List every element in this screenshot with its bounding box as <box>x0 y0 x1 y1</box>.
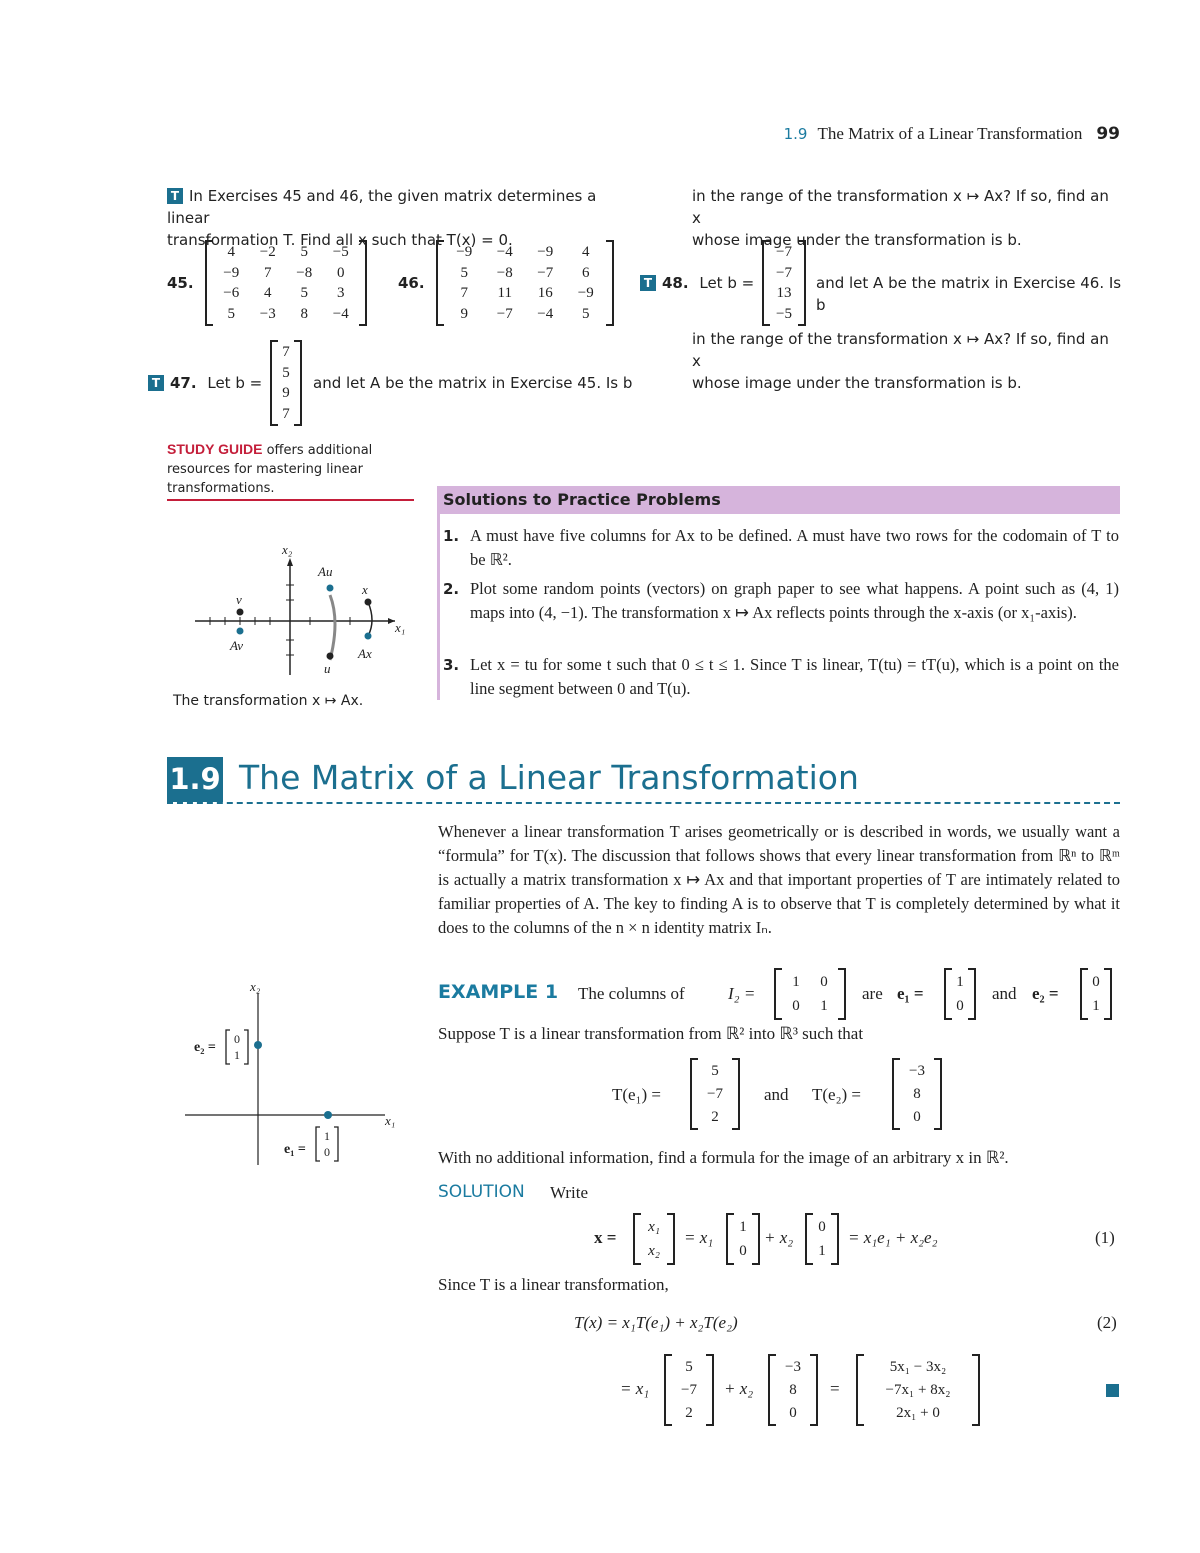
left-bracket <box>205 240 213 326</box>
matrix-cell: 7 <box>460 285 468 302</box>
solution-number: 1. <box>443 527 460 545</box>
matrix-cell: 11 <box>497 285 512 302</box>
matrix-cell: 5 <box>582 305 590 322</box>
matrix-cell: 8 <box>789 1382 797 1398</box>
e2-component: 1 <box>234 1048 240 1062</box>
right-bracket <box>294 340 302 426</box>
exercise-47-vector <box>270 340 302 426</box>
eq3-result-vector <box>856 1354 980 1426</box>
header-title: The Matrix of a Linear Transformation <box>817 124 1083 143</box>
x1-arrowhead <box>388 618 395 624</box>
matrix-cell: −8 <box>496 264 513 281</box>
matrix-cell: 5 <box>460 264 468 281</box>
exercise-45-matrix <box>205 240 367 326</box>
x1-label: x₁ <box>385 1113 396 1128</box>
matrix-cell: −5 <box>332 244 349 261</box>
matrix-cell: 1 <box>739 1219 747 1235</box>
matrix-cell: 1 <box>820 998 828 1014</box>
solutions-heading: Solutions to Practice Problems <box>437 486 1120 514</box>
e2-component: 0 <box>234 1032 240 1046</box>
x2-label: x₂ <box>282 542 293 557</box>
x-vector <box>633 1213 675 1265</box>
e1-component: 0 <box>324 1145 330 1159</box>
e1-eq-label: e₁ = <box>897 984 924 1003</box>
left-bracket <box>270 340 278 426</box>
exercise-48-continued <box>692 328 1122 394</box>
exercise-47-pre: Let b = <box>207 374 263 392</box>
x1-label: x₁ <box>395 620 406 635</box>
range2-line-1: in the range of the transformation x ↦ Ax? If so, find an x <box>692 330 1109 370</box>
matrix-cell: −2 <box>259 244 276 261</box>
matrix-cell: −8 <box>296 264 313 281</box>
matrix-cell: −7 <box>681 1382 697 1398</box>
left-bracket <box>664 1354 672 1426</box>
left-bracket <box>436 240 444 326</box>
eq1-equals-x1: = x₁ <box>684 1228 714 1247</box>
eq1-number: (1) <box>1095 1228 1115 1247</box>
solutions-sidebar <box>437 514 440 700</box>
exercise-45-number: 45. <box>167 274 194 292</box>
left-bracket <box>762 240 770 326</box>
left-bracket <box>633 1213 641 1265</box>
matrix-cell: 9 <box>282 385 290 402</box>
technology-icon: T <box>640 275 656 291</box>
matrix-cell: 7 <box>282 405 290 422</box>
right-bracket <box>606 240 614 326</box>
left-bracket <box>726 1213 734 1265</box>
eq1-vector-2 <box>805 1213 839 1265</box>
matrix-cell: −4 <box>332 305 349 322</box>
eq1-lhs: x = <box>594 1228 617 1247</box>
matrix-cell: 5 <box>685 1359 693 1376</box>
matrix-cell: −4 <box>496 244 513 261</box>
right-bracket <box>968 968 976 1020</box>
point-e1 <box>324 1111 332 1119</box>
matrix-cell: −3 <box>785 1359 801 1376</box>
matrix-cell: 4 <box>227 244 235 261</box>
example-1-label: EXAMPLE 1 <box>438 981 559 1003</box>
matrix-cell: 5 <box>227 305 235 322</box>
point-v <box>237 609 244 616</box>
Au-label: Au <box>318 564 333 579</box>
eq3-equals-x1: = x₁ <box>620 1379 650 1398</box>
eq3-vector-1 <box>664 1354 714 1426</box>
e1-component: 1 <box>324 1129 330 1143</box>
Ax-label: Ax <box>358 646 372 661</box>
solution-item <box>443 577 1119 625</box>
matrix-cell: −9 <box>223 264 240 281</box>
matrix-cell: −7 <box>707 1086 723 1102</box>
right-bracket <box>752 1213 760 1265</box>
and-word-2: and <box>764 1085 789 1104</box>
Av-label: Av <box>230 638 243 653</box>
right-bracket <box>1104 968 1112 1020</box>
solution-text: Plot some random points (vectors) on graph paper to see what happens. A point such as (4, 1) maps into (4, −1). The transformation x ↦ Ax reflects points through the x-axis (or x₁-axis). <box>470 579 1119 622</box>
right-bracket <box>798 240 806 326</box>
matrix-cell: 13 <box>776 285 792 302</box>
write-word: Write <box>550 1183 589 1202</box>
identity-matrix <box>774 968 846 1020</box>
matrix-cell: −7 <box>537 264 554 281</box>
reflection-arc <box>368 602 372 636</box>
exercise-48-number: 48. <box>662 274 689 292</box>
matrix-cell: 2x₁ + 0 <box>896 1404 940 1421</box>
matrix-cell: 3 <box>337 285 345 302</box>
solution-number: 3. <box>443 656 460 674</box>
section-number-badge: 1.9 <box>167 757 223 802</box>
matrix-cell: 1 <box>956 974 964 990</box>
section-intro-paragraph: Whenever a linear transformation T arises geometrically or is described in words, we usually want a “formula” for T(x). The discussion that follows shows that every linear transformation from ℝⁿ to ℝᵐ is actually a matrix transformation x ↦ Ax and that important properties of T are intimately related to familiar properties of A. The key to finding A is to observe that T is completely determined by what it does to the columns of the n × n identity matrix Iₙ. <box>438 822 1120 937</box>
and-word: and <box>992 984 1017 1003</box>
left-bracket <box>856 1354 864 1426</box>
left-bracket <box>1080 968 1088 1020</box>
point-e2 <box>254 1041 262 1049</box>
e2-label: e₂ = <box>194 1040 216 1055</box>
header-section-number: 1.9 <box>783 125 808 143</box>
right-bracket <box>359 240 367 326</box>
matrix-cell: 1 <box>1092 998 1100 1014</box>
x2-arrowhead <box>287 558 293 566</box>
right-bracket <box>972 1354 980 1426</box>
eq1-vector-1 <box>726 1213 760 1265</box>
matrix-cell: 0 <box>789 1404 797 1421</box>
point-Ax <box>365 633 372 640</box>
e1-vector <box>944 968 976 1020</box>
eq3-plus-x2: + x₂ <box>724 1379 754 1398</box>
solution-item <box>443 524 1119 572</box>
left-bracket <box>805 1213 813 1265</box>
matrix-cell: 2 <box>711 1108 719 1125</box>
technology-icon: T <box>148 375 164 391</box>
right-bracket <box>667 1213 675 1265</box>
exercise-47-post: and let A be the matrix in Exercise 45. Is b <box>313 374 633 392</box>
exercise-48-vector <box>762 240 806 326</box>
exercise-48-post: and let A be the matrix in Exercise 46. Is b <box>816 274 1122 314</box>
matrix-cell: 5x₁ − 3x₂ <box>889 1359 947 1376</box>
point-u <box>327 653 334 660</box>
matrix-cell: 0 <box>820 974 828 990</box>
matrix-cell: 7 <box>264 264 272 281</box>
intro-line-2: transformation T. Find all x such that T(x) = 0. <box>167 231 513 249</box>
range-line-2: whose image under the transformation is b. <box>692 231 1022 249</box>
matrix-cell: −4 <box>537 305 554 322</box>
exercise-48 <box>640 272 754 294</box>
matrix-cell: 4 <box>264 285 272 302</box>
e2-eq-label: e₂ = <box>1032 984 1059 1003</box>
v-label: v <box>236 592 242 607</box>
Te2-label: T(e₂) = <box>812 1085 862 1104</box>
solution-text: Let x = tu for some t such that 0 ≤ t ≤ 1. Since T is linear, T(tu) = tT(u), which is a point on the line segment between 0 and T(u). <box>470 655 1119 698</box>
matrix-cell: 1 <box>792 974 800 990</box>
e2-vector <box>1080 968 1112 1020</box>
suppose-line: Suppose T is a linear transformation from ℝ² into ℝ³ such that <box>438 1024 864 1043</box>
page-number: 99 <box>1096 124 1120 144</box>
matrix-cell: 4 <box>582 244 590 261</box>
right-bracket <box>934 1058 942 1130</box>
matrix-cell: −7 <box>776 244 792 261</box>
matrix-cell: −3 <box>909 1063 925 1080</box>
matrix-cell: −7 <box>776 264 792 281</box>
matrix-cell: 0 <box>337 264 345 281</box>
right-bracket <box>706 1354 714 1426</box>
matrix-cell: 16 <box>537 285 553 302</box>
study-guide-label: STUDY GUIDE <box>167 441 263 457</box>
matrix-cell: −5 <box>776 305 792 322</box>
matrix-cell: −6 <box>223 285 240 302</box>
matrix-cell: 5 <box>300 244 308 261</box>
eq2-line: T(x) = x₁T(e₁) + x₂T(e₂) <box>574 1313 738 1332</box>
matrix-cell: −3 <box>259 305 276 322</box>
right-bracket <box>838 968 846 1020</box>
right-bracket <box>810 1354 818 1426</box>
matrix-cell: 2 <box>685 1404 693 1421</box>
matrix-cell: 7 <box>282 344 290 361</box>
Te1-vector <box>690 1058 740 1130</box>
exercise-47-continued <box>692 185 1122 251</box>
range2-line-2: whose image under the transformation is b. <box>692 374 1022 392</box>
matrix-cell: 0 <box>739 1243 747 1259</box>
matrix-cell: x₁ <box>648 1219 660 1235</box>
exercise-47 <box>148 372 262 394</box>
right-bracket <box>831 1213 839 1265</box>
eq1-plus-x2: + x₂ <box>764 1228 794 1247</box>
point-Au <box>327 585 334 592</box>
solution-item <box>443 653 1119 701</box>
left-bracket <box>690 1058 698 1130</box>
x2-label: x₂ <box>250 979 261 994</box>
figure-1-caption: The transformation x ↦ Ax. <box>173 693 364 709</box>
matrix-cell: 0 <box>792 998 800 1014</box>
segment-u-to-Au <box>330 595 335 660</box>
intro-line-1: In Exercises 45 and 46, the given matrix determines a linear <box>167 187 597 227</box>
matrix-cell: −9 <box>577 285 594 302</box>
eq2-number: (2) <box>1097 1313 1117 1332</box>
matrix-cell: 9 <box>460 305 468 322</box>
transformation-figure <box>190 540 410 680</box>
left-bracket <box>774 968 782 1020</box>
left-bracket <box>944 968 952 1020</box>
matrix-cell: 5 <box>300 285 308 302</box>
since-line: Since T is a linear transformation, <box>438 1275 669 1294</box>
exercise-46-matrix <box>436 240 614 326</box>
x-label: x <box>362 582 368 597</box>
matrix-cell: 5 <box>711 1063 719 1080</box>
technology-icon: T <box>167 188 183 204</box>
solution-number: 2. <box>443 580 460 598</box>
point-Av <box>237 628 244 635</box>
eq1-rhs: = x₁e₁ + x₂e₂ <box>848 1228 938 1247</box>
task-line: With no additional information, find a formula for the image of an arbitrary x in ℝ². <box>438 1148 1009 1167</box>
matrix-cell: 6 <box>582 264 590 281</box>
example-1-lead: The columns of <box>578 984 685 1003</box>
basis-vectors-figure <box>180 975 400 1170</box>
section-title: The Matrix of a Linear Transformation <box>239 758 859 797</box>
matrix-cell: −7x₁ + 8x₂ <box>885 1382 951 1398</box>
Te1-label: T(e₁) = <box>612 1085 662 1104</box>
end-of-example-mark <box>1106 1384 1119 1397</box>
right-bracket <box>732 1058 740 1130</box>
I2-label: I₂ = <box>728 984 756 1003</box>
margin-divider <box>167 499 414 501</box>
matrix-cell: 5 <box>282 364 290 381</box>
u-label: u <box>324 661 331 676</box>
left-bracket <box>768 1354 776 1426</box>
matrix-cell: 0 <box>818 1219 826 1235</box>
study-guide-text: offers additional resources for mastering linear transformations. <box>167 443 373 496</box>
left-bracket <box>892 1058 900 1130</box>
study-guide-note <box>167 440 407 498</box>
exercise-47-number: 47. <box>170 374 197 392</box>
range-line-1: in the range of the transformation x ↦ Ax? If so, find an x <box>692 187 1109 227</box>
solution-label: SOLUTION <box>438 1182 525 1202</box>
exercise-46-number: 46. <box>398 274 425 292</box>
are-word: are <box>862 984 883 1003</box>
section-dashed-rule <box>167 802 1120 804</box>
point-x <box>365 599 372 606</box>
matrix-cell: 8 <box>913 1086 921 1102</box>
matrix-cell: x₂ <box>648 1243 660 1259</box>
matrix-cell: 0 <box>956 998 964 1014</box>
matrix-cell: 0 <box>913 1108 921 1125</box>
running-header <box>600 124 1120 144</box>
matrix-cell: −9 <box>537 244 554 261</box>
Te2-vector <box>892 1058 942 1130</box>
e1-label: e₁ = <box>284 1142 306 1157</box>
matrix-cell: −7 <box>496 305 513 322</box>
matrix-cell: 8 <box>300 305 308 322</box>
exercise-48-pre: Let b = <box>699 274 755 292</box>
solution-text: A must have five columns for Ax to be defined. A must have two rows for the codomain of T to be ℝ². <box>470 526 1119 569</box>
eq3-vector-2 <box>768 1354 818 1426</box>
matrix-cell: −9 <box>456 244 473 261</box>
matrix-cell: 1 <box>818 1243 826 1259</box>
matrix-cell: 0 <box>1092 974 1100 990</box>
eq3-equals: = <box>830 1379 840 1398</box>
